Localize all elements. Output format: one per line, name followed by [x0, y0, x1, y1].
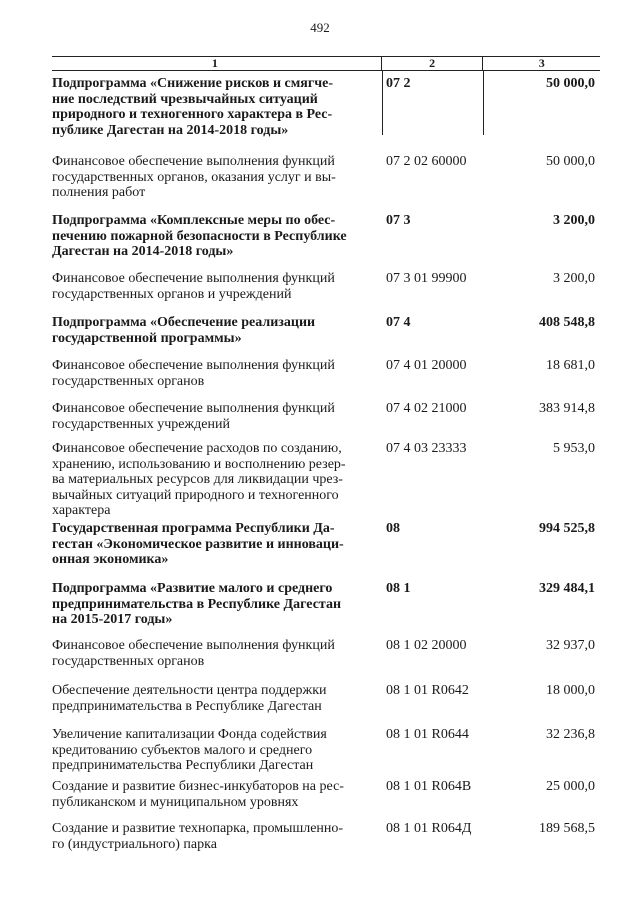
row-amount: 25 000,0 [546, 779, 595, 794]
table-row [52, 315, 600, 346]
row-code: 07 2 [386, 76, 411, 91]
table-row [52, 213, 600, 260]
table-row [52, 821, 600, 852]
row-amount: 3 200,0 [553, 213, 595, 228]
table-row [52, 683, 600, 714]
row-code: 07 3 01 99900 [386, 271, 467, 286]
table-row [52, 401, 600, 432]
row-code: 07 4 [386, 315, 411, 330]
row-name: Финансовое обеспечение выполнения функций государственных органов и учреждений [52, 271, 335, 302]
row-code: 07 4 02 21000 [386, 401, 467, 416]
row-amount: 18 000,0 [546, 683, 595, 698]
table-row [52, 76, 600, 138]
header-col-1: 1 [52, 57, 382, 70]
row-code: 07 4 03 23333 [386, 441, 467, 456]
table-row [52, 779, 600, 810]
row-name: Создание и развитие бизнес-инкубаторов на рес- публиканском и муниципальном уровнях [52, 779, 344, 810]
row-amount: 32 236,8 [546, 727, 595, 742]
row-amount: 189 568,5 [539, 821, 595, 836]
row-name: Подпрограмма «Снижение рисков и смягче- ние последствий чрезвычайных ситуаций природного и техногенного характера в Рес- публике Дагестан на 2014-2018 годы» [52, 76, 333, 138]
row-amount: 994 525,8 [539, 521, 595, 536]
row-name: Финансовое обеспечение расходов по созданию, хранению, использованию и восполнению резер- ва материальных ресурсов для ликвидации чрез- вычайных ситуаций природного и техногенного характера [52, 441, 346, 518]
row-name: Подпрограмма «Комплексные меры по обес- печению пожарной безопасности в Республике Дагестан на 2014-2018 годы» [52, 213, 347, 259]
table-row [52, 638, 600, 669]
row-code: 07 3 [386, 213, 411, 228]
table-row [52, 581, 600, 628]
row-amount: 50 000,0 [546, 154, 595, 169]
row-name: Финансовое обеспечение выполнения функций государственных органов [52, 638, 335, 669]
row-name: Создание и развитие технопарка, промышленно- го (индустриального) парка [52, 821, 344, 852]
row-amount: 408 548,8 [539, 315, 595, 330]
row-amount: 50 000,0 [546, 76, 595, 91]
row-name: Финансовое обеспечение выполнения функций государственных органов, оказания услуг и вы- полнения работ [52, 154, 336, 200]
header-col-3: 3 [538, 56, 545, 70]
row-code: 08 1 01 R064Д [386, 821, 472, 836]
row-code: 08 1 02 20000 [386, 638, 467, 653]
table-row [52, 358, 600, 389]
row-code: 08 1 01 R064B [386, 779, 472, 794]
header-col-2: 2 [382, 57, 484, 70]
row-amount: 5 953,0 [553, 441, 595, 456]
row-name: Подпрограмма «Развитие малого и среднего предпринимательства в Республике Дагестан на 2015-2017 годы» [52, 581, 342, 627]
budget-table [52, 56, 600, 852]
row-code: 08 1 01 R0642 [386, 683, 469, 698]
row-name: Обеспечение деятельности центра поддержки предпринимательства в Республике Дагестан [52, 683, 327, 714]
row-amount: 18 681,0 [546, 358, 595, 373]
table-row [52, 271, 600, 302]
table-header [52, 56, 600, 71]
row-code: 08 1 [386, 581, 411, 596]
page-number: 492 [310, 20, 330, 35]
row-amount: 329 484,1 [539, 581, 595, 596]
row-code: 08 1 01 R0644 [386, 727, 469, 742]
table-row [52, 154, 600, 201]
row-name: Финансовое обеспечение выполнения функций государственных органов [52, 358, 335, 389]
row-code: 07 2 02 60000 [386, 154, 467, 169]
row-code: 08 [386, 521, 400, 536]
row-amount: 32 937,0 [546, 638, 595, 653]
row-code: 07 4 01 20000 [386, 358, 467, 373]
table-row [52, 521, 600, 568]
row-name: Финансовое обеспечение выполнения функций государственных учреждений [52, 401, 335, 432]
row-name: Государственная программа Республики Да- гестан «Экономическое развитие и инноваци- онная экономика» [52, 521, 344, 567]
row-name: Подпрограмма «Обеспечение реализации государственной программы» [52, 315, 316, 346]
row-amount: 383 914,8 [539, 401, 595, 416]
row-name: Увеличение капитализации Фонда содействия кредитованию субъектов малого и среднего предпринимательства Республики Дагестан [52, 727, 327, 773]
table-row [52, 727, 600, 774]
table-row [52, 441, 600, 519]
row-amount: 3 200,0 [553, 271, 595, 286]
